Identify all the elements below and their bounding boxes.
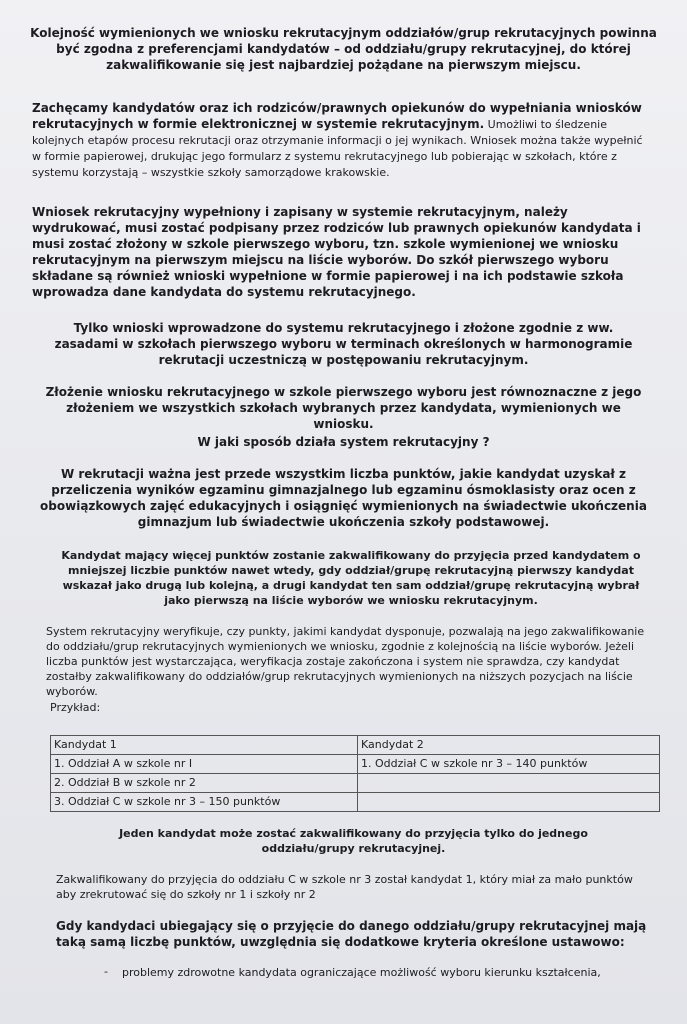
paragraph-submission-rules: Wniosek rekrutacyjny wypełniony i zapisany w systemie rekrutacyjnym, należy wydrukować, musi zostać podpisany przez rodziców lub prawnych opiekunów kandydata i musi zostać złożony w szkole pierwszego wyboru, tzn. szkole wymienionej we wniosku rekrutacyjnym na pierwszym miejscu na liście wyborów. Do szkół pierwszego wyboru składane są również wnioski wypełnione w formie papierowej i na ich podstawie szkoła wprowadza dane kandydata do systemu rekrutacyjnego. [32,205,641,299]
table-row [51,755,660,774]
bullet-dash: - [104,965,108,978]
section-heading: W jaki sposób działa system rekrutacyjny ? [197,435,490,449]
table-cell: 2. Oddział B w szkole nr 2 [51,774,358,793]
table-cell: 1. Oddział C w szkole nr 3 – 140 punktów [358,755,660,774]
paragraph-electronic-forms-bold: Zachęcamy kandydatów oraz ich rodziców/prawnych opiekunów do wypełniania wniosków rekrutacyjnych w formie elektronicznej w systemie rekrutacyjnym. [32,101,642,131]
bullet-health-problems: problemy zdrowotne kandydata ograniczające możliwość wyboru kierunku kształcenia, [122,966,601,979]
table-header-row [51,736,660,755]
table-cell [358,793,660,812]
paragraph-equal-points: Gdy kandydaci ubiegający się o przyjęcie do danego oddziału/grupy rekrutacyjnej mają taką samą liczbę punktów, uwzględnia się dodatkowe kryteria określone ustawowo: [56,919,647,949]
paragraph-first-choice: Złożenie wniosku rekrutacyjnego w szkole pierwszego wyboru jest równoznaczne z jego złożeniem we wszystkich szkołach wybranych przez kandydata, wymienionych we wniosku. [45,385,642,431]
table-header-cell: Kandydat 1 [51,736,358,755]
table-row [51,774,660,793]
example-table [50,735,660,812]
table-cell: 1. Oddział A w szkole nr I [51,755,358,774]
example-label: Przykład: [50,701,101,714]
paragraph-higher-points: Kandydat mający więcej punktów zostanie zakwalifikowany do przyjęcia przed kandydatem o mniejszej liczbie punktów nawet wtedy, gdy oddział/grupę rekrutacyjną pierwszy kandydat wskazał jako drugą lub kolejną, a drugi kandydat ten sam oddział/grupę rekrutacyjną wybrał jako pierwszą na liście wyborów we wniosku rekrutacyjnym. [61,549,641,607]
paragraph-preference-order: Kolejność wymienionych we wniosku rekrutacyjnym oddziałów/grup rekrutacyjnych powinna być zgodna z preferencjami kandydatów – od oddziału/grupy rekrutacyjnej, do której zakwalifikowanie się jest najbardziej pożądane na pierwszym miejscu. [30,26,657,72]
table-cell: 3. Oddział C w szkole nr 3 – 150 punktów [51,793,358,812]
paragraph-example-result: Zakwalifikowany do przyjęcia do oddziału C w szkole nr 3 został kandydat 1, który miał za mało punktów aby zrekrutować się do szkoły nr 1 i szkoły nr 2 [56,873,633,901]
table-cell [358,774,660,793]
paragraph-electronic-forms [32,100,647,180]
paragraph-one-unit: Jeden kandydat może zostać zakwalifikowany do przyjęcia tylko do jednego oddziału/grupy rekrutacyjnej. [119,827,588,855]
paragraph-points: W rekrutacji ważna jest przede wszystkim liczba punktów, jakie kandydat uzyskał z przeliczenia wyników egzaminu gimnazjalnego lub egzaminu ósmoklasisty oraz ocen z obowiązkowych zajęć edukacyjnych i osiągnięć wymienionych na świadectwie ukończenia gimnazjum lub świadectwie ukończenia szkoły podstawowej. [40,467,647,529]
table-header-cell: Kandydat 2 [358,736,660,755]
paragraph-electronic-forms-rest: Umożliwi to śledzenie kolejnych etapów procesu rekrutacji oraz otrzymanie informacji o jej wynikach. Wniosek można także wypełnić w formie papierowej, drukując jego formularz z systemu rekrutacyjnego lub pobierając w szkołach, które z systemu korzystają – wszystkie szkoły samorządowe krakowskie. [32,118,643,179]
paragraph-valid-applications: Tylko wnioski wprowadzone do systemu rekrutacyjnego i złożone zgodnie z ww. zasadami w szkołach pierwszego wyboru w terminach określonych w harmonogramie rekrutacji uczestniczą w postępowaniu rekrutacyjnym. [54,321,633,367]
table-row [51,793,660,812]
paragraph-verification: System rekrutacyjny weryfikuje, czy punkty, jakimi kandydat dysponuje, pozwalają na jego zakwalifikowanie do oddziału/grup rekrutacyjnych wymienionych we wniosku, zgodnie z kolejnością na liście wyborów. Jeżeli liczba punktów jest wystarczająca, weryfikacja zostaje zakończona i system nie sprawdza, czy kandydat zostałby zakwalifikowany do oddziałów/grup rekrutacyjnych wymienionych na niższych pozycjach na liście wyborów. [46,625,645,698]
